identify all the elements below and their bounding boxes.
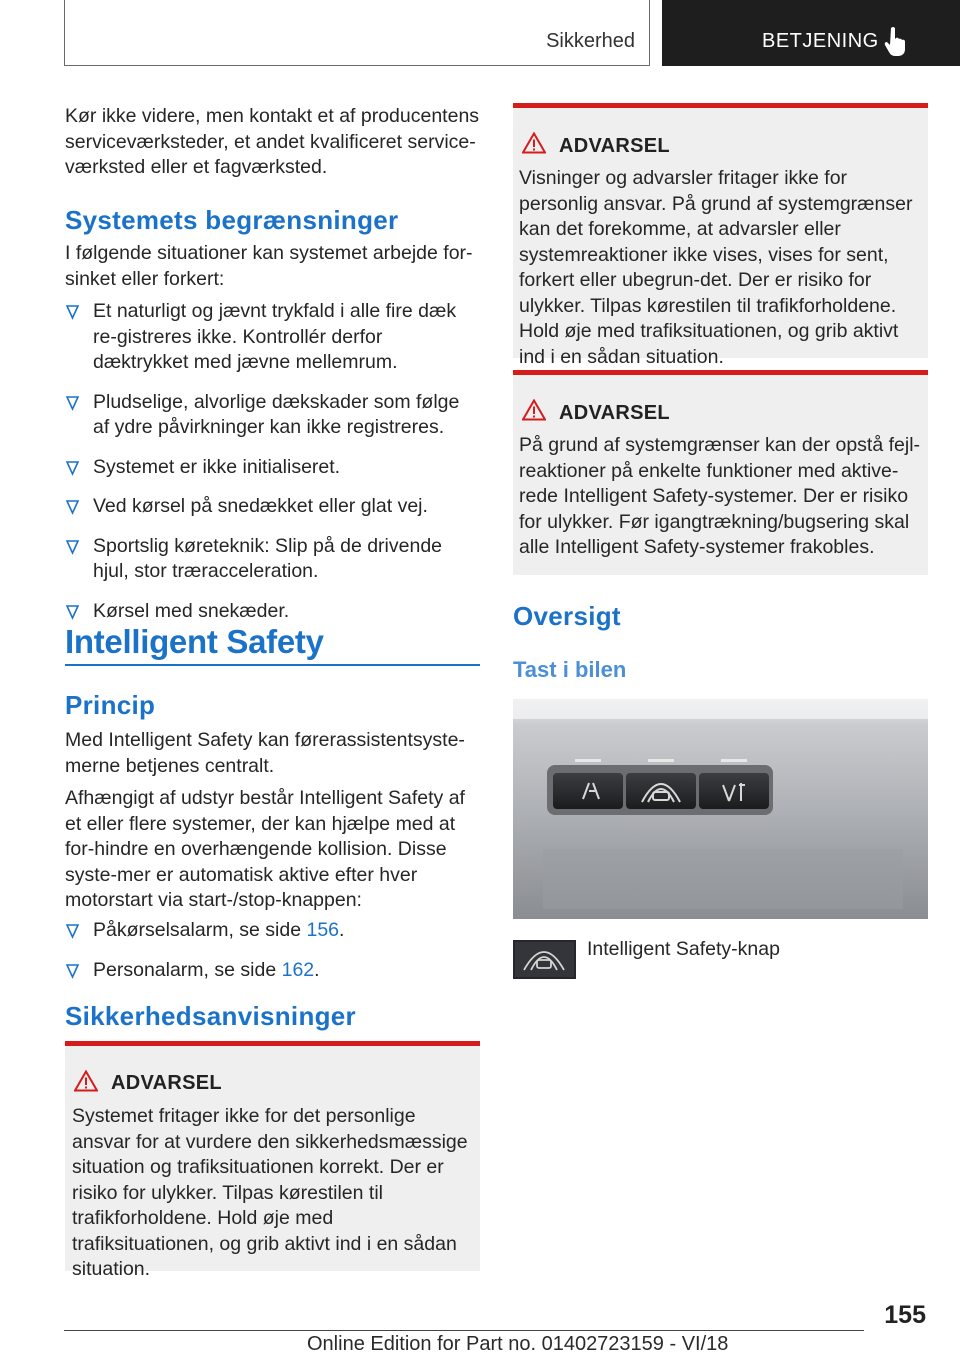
warning-text: På grund af systemgrænser kan der opstå fejl-reaktioner på enkelte funktioner med aktive-rede Intelligent Safety-systemer. Der er risiko for ulykker. Før igangtrækning/bugsering skal alle Intelligent Safety-systemer frakobles. [519, 434, 921, 558]
safety-heading: Sikkerhedsanvisninger [65, 1001, 356, 1031]
limits-intro: I følgende situationer kan systemet arbejde for-sinket eller forkert: [65, 242, 473, 290]
triangle-bullet-icon [66, 460, 79, 476]
principle-paragraph-2: Afhængigt af udstyr består Intelligent Safety af et eller flere systemer, der kan hjælpe med at for-hindre en overhængende kollision. Disse syste-mer er automatisk aktive efter hver motorstart via start-/stop-knappen: [65, 787, 465, 911]
principle-paragraph-1: Med Intelligent Safety kan førerassistentsyste-merne betjenes centralt. [65, 729, 465, 777]
button-panel-photo [513, 699, 928, 919]
header-section-title: Sikkerhed [546, 30, 635, 52]
triangle-bullet-icon [66, 604, 79, 620]
list-item: Ved kørsel på snedækket eller glat vej. [65, 494, 480, 520]
page-link-162[interactable]: 162 [281, 958, 315, 981]
principle-heading: Princip [65, 690, 156, 720]
warning-box-right-1 [513, 103, 928, 368]
principle-list [65, 918, 480, 983]
warning-text: Systemet fritager ikke for det personlige ansvar for at vurdere den sikkerhedsmæssige situation og trafiksituationen korrekt. Der er risiko for ulykker. Tilpas kørestilen til trafikforholdene. Hold øje med trafiksituationen, og grib aktivt ind i en sådan situation. [72, 1105, 468, 1280]
warning-title: ADVARSEL [559, 135, 670, 157]
list-item: Systemet er ikke initialiseret. [65, 455, 480, 481]
main-heading-rule [65, 664, 480, 666]
intro-paragraph: Kør ikke videre, men kontakt et af producentens serviceværksteder, et andet kvalificeret service-værksted eller et fagværksted. [65, 105, 480, 178]
list-item: Sportslig køreteknik: Slip på de drivende hjul, stor træracceleration. [65, 534, 480, 585]
warning-title: ADVARSEL [111, 1072, 222, 1094]
overview-heading: Oversigt [513, 601, 621, 631]
triangle-bullet-icon [66, 304, 79, 320]
chapter-tab-label: BETJENING [762, 30, 879, 52]
footer-rule [64, 1330, 864, 1331]
warning-triangle-icon [522, 132, 546, 154]
list-item: Personalarm, se side 162. [65, 958, 480, 984]
pointing-hand-icon [884, 26, 910, 56]
list-item: Kørsel med snekæder. [65, 599, 480, 625]
warning-title: ADVARSEL [559, 402, 670, 424]
page-link-156[interactable]: 156 [306, 919, 340, 941]
triangle-bullet-icon [66, 395, 79, 411]
triangle-bullet-icon [66, 539, 79, 555]
page-number: 155 [884, 1301, 926, 1329]
chapter-tab[interactable] [662, 0, 960, 66]
list-item: Et naturligt og jævnt trykfald i alle fire dæk re-gistreres ikke. Kontrollér derfor dæktrykket med jævne mellemrum. [65, 299, 480, 376]
warning-box-right-2 [513, 370, 928, 575]
list-item: Pludselige, alvorlige dækskader som følge af ydre påvirkninger kan ikke registreres. [65, 390, 480, 441]
limits-heading: Systemets begrænsninger [65, 205, 399, 235]
list-item: Påkørselsalarm, se side 156. [65, 918, 480, 944]
main-heading: Intelligent Safety [65, 623, 324, 660]
header-frame [64, 0, 650, 66]
warning-triangle-icon [74, 1070, 98, 1092]
triangle-bullet-icon [66, 499, 79, 515]
triangle-bullet-icon [66, 963, 79, 979]
footer-edition: Online Edition for Part no. 01402723159 - VI/18 [307, 1333, 729, 1355]
limits-list [65, 299, 480, 624]
warning-box-left [65, 1041, 480, 1280]
triangle-bullet-icon [66, 923, 79, 939]
warning-triangle-icon [522, 399, 546, 421]
button-legend-label: Intelligent Safety-knap [587, 938, 780, 960]
button-heading: Tast i bilen [513, 657, 627, 682]
warning-text: Visninger og advarsler fritager ikke for personlig ansvar. På grund af systemgrænser kan det forekomme, at advarsler eller systemreaktioner ikke vises, vises for sent, forkert eller ubegrun-det. Der er risiko for ulykker. Tilpas kørestilen til trafikforholdene. Hold øje med trafiksituationen, og grib aktivt ind i en sådan situation. [519, 167, 913, 368]
intelligent-safety-button-thumbnail [513, 940, 576, 979]
